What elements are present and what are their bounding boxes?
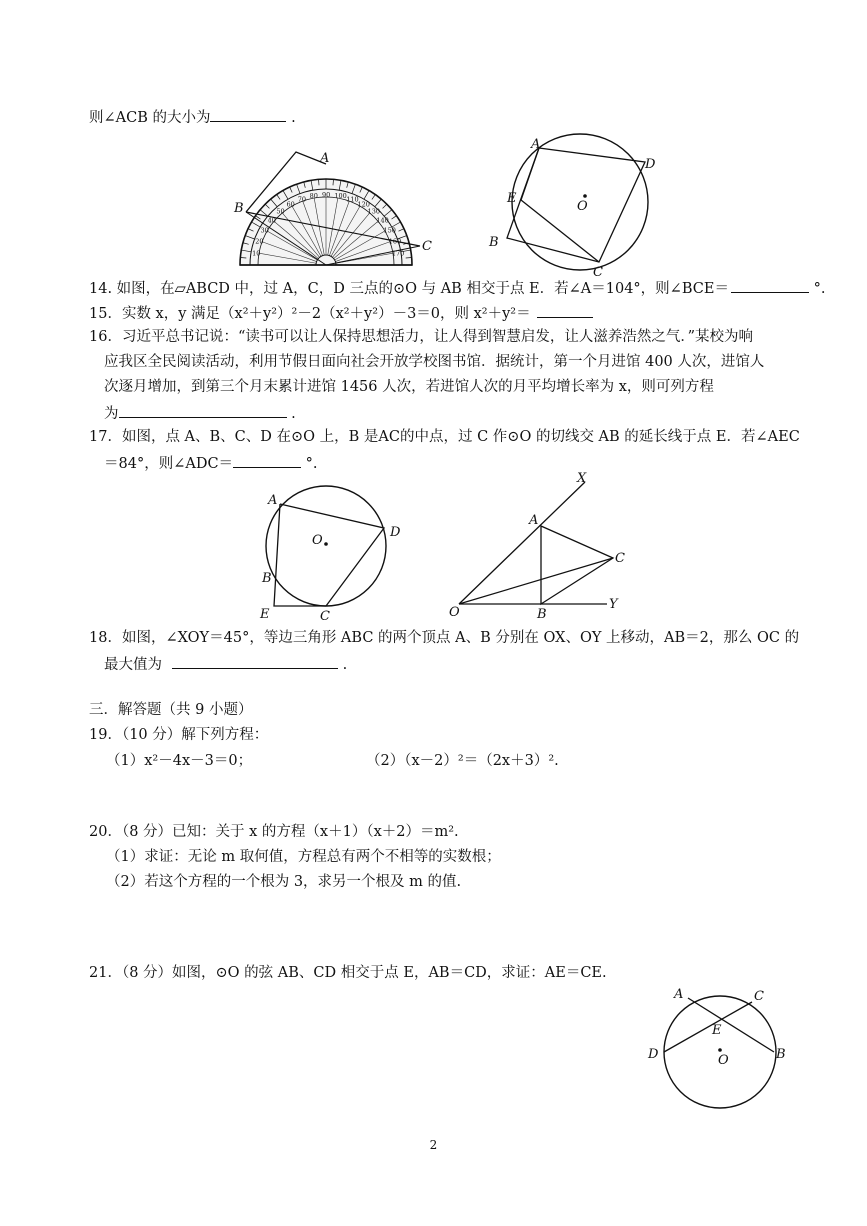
label-E: E xyxy=(712,1023,722,1038)
figure-17-circle xyxy=(252,482,412,628)
label-Y: Y xyxy=(609,597,618,612)
label-O: O xyxy=(718,1053,729,1068)
figure-14 xyxy=(485,130,675,280)
label-O: O xyxy=(449,605,460,620)
question-21-title: 21．（8 分）如图，⊙O 的弦 AB、CD 相交于点 E，AB＝CD，求证：AE＝CE. xyxy=(89,965,607,981)
protractor-scale-label: 10 xyxy=(252,249,261,258)
question-17-line-1: 17．如图，点 A、B、C、D 在⊙O 上，B 是AC的中点，过 C 作⊙O 的切线交 AB 的延长线于点 E．若∠AEC xyxy=(89,429,800,445)
question-16-line-4 xyxy=(104,402,296,424)
protractor-scale-label: 160 xyxy=(388,237,402,246)
question-20-title: 20．（8 分）已知：关于 x 的方程（x＋1）（x＋2）＝m². xyxy=(89,824,459,840)
question-13-text: 则∠ACB 的大小为 xyxy=(89,110,211,126)
answer-blank-17[interactable] xyxy=(233,452,301,468)
label-B: B xyxy=(262,571,272,586)
question-19-part-2: （2）（x－2）²＝（2x＋3）². xyxy=(366,753,559,769)
label-D: D xyxy=(645,157,656,172)
question-16-line-2: 应我区全民阅读活动，利用节假日面向社会开放学校图书馆．据统计，第一个月进馆 400 人次，进馆人 xyxy=(104,354,765,370)
label-C: C xyxy=(615,551,625,566)
question-16-end: . xyxy=(291,406,296,422)
protractor-scale-label: 120 xyxy=(357,200,370,209)
label-B: B xyxy=(776,1047,786,1062)
label-D: D xyxy=(390,525,401,540)
question-18-line-2 xyxy=(104,653,347,675)
label-B: B xyxy=(537,607,547,622)
protractor-scale-label: 130 xyxy=(367,207,381,216)
protractor-scale-label: 110 xyxy=(346,195,359,204)
question-18-text: 最大值为 xyxy=(104,657,162,673)
protractor-scale-label: 20 xyxy=(255,237,264,246)
question-16-line-3: 次逐月增加，到第三个月末累计进馆 1456 人次，若进馆人次的月平均增长率为 x，则可列方程 xyxy=(104,379,714,395)
protractor-scale-label: 60 xyxy=(286,200,295,209)
label-A: A xyxy=(320,151,330,166)
page-number: 2 xyxy=(429,1138,438,1152)
protractor-scale-label: 100 xyxy=(334,192,347,201)
question-19-part-1: （1）x²－4x－3＝0； xyxy=(106,753,253,769)
label-D: D xyxy=(648,1047,659,1062)
protractor-scale-label: 90 xyxy=(322,191,331,199)
label-A: A xyxy=(674,987,684,1002)
label-C: C xyxy=(593,265,603,280)
question-17-line-2 xyxy=(104,452,318,474)
question-14-end: °. xyxy=(813,281,826,297)
figure-21 xyxy=(644,982,794,1112)
protractor-scale-label: 40 xyxy=(267,216,276,225)
question-20-part-1: （1）求证：无论 m 取何值，方程总有两个不相等的实数根； xyxy=(106,849,501,865)
question-17-end: °. xyxy=(305,456,318,472)
label-C: C xyxy=(320,609,330,624)
protractor-scale-label: 80 xyxy=(309,192,318,201)
label-B: B xyxy=(234,201,244,216)
protractor-scale-label: 50 xyxy=(276,207,285,216)
question-17-text: ＝84°，则∠ADC＝ xyxy=(104,456,234,472)
label-C: C xyxy=(422,239,432,254)
label-X: X xyxy=(577,471,587,486)
question-16-line-1: 16．习近平总书记说：“读书可以让人保持思想活力，让人得到智慧启发，让人滋养浩然之气．”某校为响 xyxy=(89,329,754,345)
label-E: E xyxy=(260,607,270,622)
protractor-scale-label: 150 xyxy=(383,226,396,235)
question-14-text: 14. 如图，在▱ABCD 中，过 A，C，D 三点的⊙O 与 AB 相交于点 E．若∠A＝104°，则∠BCE＝ xyxy=(89,281,729,297)
question-18-end: . xyxy=(342,657,348,673)
question-19-title: 19．（10 分）解下列方程： xyxy=(89,727,269,743)
figure-18-angle xyxy=(445,470,635,620)
question-13-line xyxy=(89,106,296,128)
protractor-scale-label: 30 xyxy=(260,226,269,235)
label-A: A xyxy=(531,137,541,152)
question-20-part-2: （2）若这个方程的一个根为 3，求另一个根及 m 的值. xyxy=(106,874,462,890)
question-15-text: 15．实数 x，y 满足（x²＋y²）²－2（x²＋y²）－3＝0，则 x²＋y²＝ xyxy=(89,306,531,322)
protractor-scale-label: 170 xyxy=(391,249,405,258)
protractor-scale-label: 140 xyxy=(376,216,389,225)
answer-blank-16[interactable] xyxy=(119,402,287,418)
label-B: B xyxy=(489,235,499,250)
label-E: E xyxy=(507,191,517,206)
answer-blank-13[interactable] xyxy=(210,106,286,122)
question-18-line-1: 18．如图，∠XOY＝45°，等边三角形 ABC 的两个顶点 A、B 分别在 OX、OY 上移动，AB＝2，那么 OC 的 xyxy=(89,630,800,646)
question-16-text: 为 xyxy=(104,406,119,422)
label-O: O xyxy=(577,199,588,214)
protractor-figure xyxy=(232,150,444,270)
question-13-end: . xyxy=(291,110,296,126)
answer-blank-14[interactable] xyxy=(731,277,809,293)
protractor-scale-label: 70 xyxy=(297,195,306,204)
label-A: A xyxy=(529,513,539,528)
question-14-line xyxy=(89,277,825,299)
question-15-line xyxy=(89,302,593,324)
answer-blank-15[interactable] xyxy=(537,302,593,318)
label-O: O xyxy=(312,533,323,548)
answer-blank-18[interactable] xyxy=(172,653,338,669)
label-C: C xyxy=(754,989,764,1004)
section-3-heading: 三．解答题（共 9 小题） xyxy=(89,702,253,718)
label-A: A xyxy=(268,493,278,508)
